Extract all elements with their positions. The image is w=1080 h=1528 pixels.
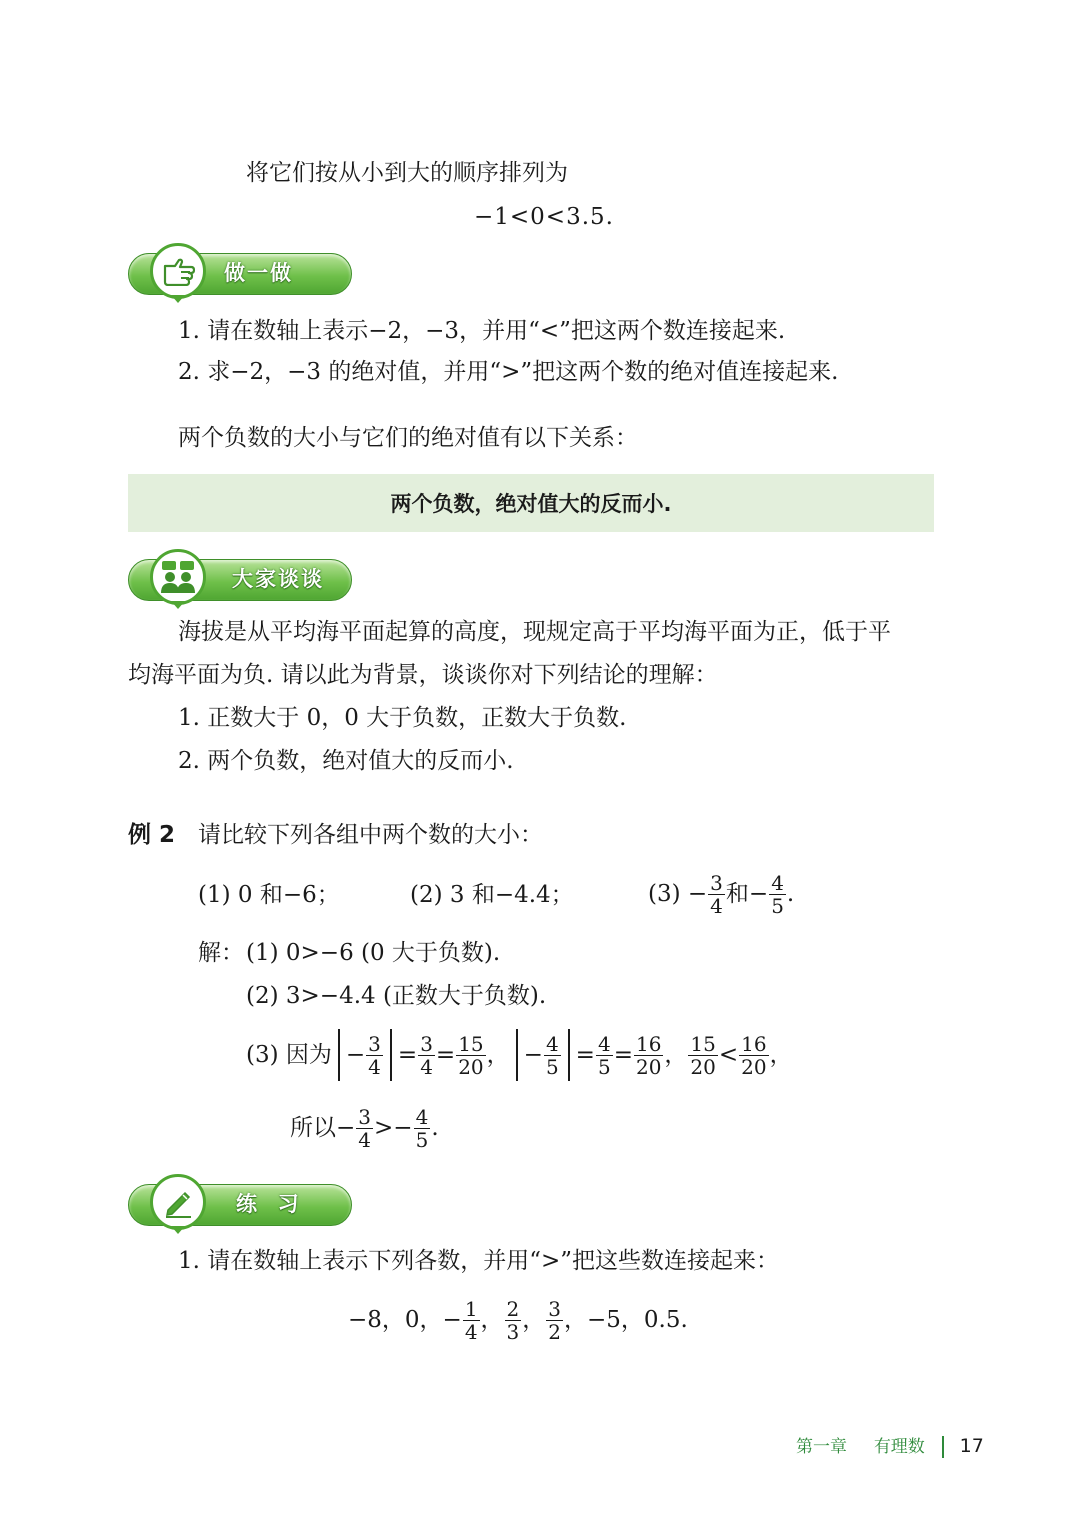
q3-and: 和−: [725, 881, 769, 907]
discuss-item-2: 2. 两个负数，绝对值大的反而小.: [178, 748, 514, 774]
equals-sign: =: [575, 1042, 595, 1068]
solution-3: [246, 1026, 793, 1084]
chapter-name: 有理数: [873, 1437, 925, 1457]
fraction: $\frac{4}{5}$: [771, 870, 784, 918]
abs-bar-right: [390, 1029, 392, 1081]
order-sentence: 将它们按从小到大的顺序排列为: [246, 160, 568, 186]
page-number: 17: [959, 1435, 984, 1457]
equals-sign: =: [613, 1042, 633, 1068]
comma: ，: [486, 1042, 510, 1068]
discuss-item-1: 1. 正数大于 0，0 大于负数，正数大于负数.: [178, 705, 627, 731]
abs-bar-left: [338, 1029, 340, 1081]
fraction: $\frac{4}{5}$: [545, 1031, 559, 1079]
chapter-number: 第一章: [796, 1437, 847, 1457]
hand-icon: [150, 243, 206, 299]
exercise-item-1: 1. 请在数轴上表示下列各数，并用“>”把这些数连接起来：: [178, 1248, 780, 1274]
fraction: $\frac{1}{4}$: [464, 1296, 478, 1344]
q3-period: .: [786, 881, 795, 907]
exercise-title: 练 习: [236, 1192, 301, 1216]
comma: ，: [769, 1042, 793, 1068]
fraction: $\frac{4}{5}$: [415, 1104, 429, 1152]
comma: ，: [664, 1042, 688, 1068]
discuss-title: 大家谈谈: [232, 567, 324, 591]
so-prefix: 所以−: [290, 1115, 356, 1141]
people-talk-icon: [150, 549, 206, 605]
fraction: $\frac{3}{2}$: [548, 1296, 562, 1344]
example-question-1: (1) 0 和−6；: [198, 882, 340, 908]
list-end: ，−5，0.5.: [564, 1307, 688, 1333]
fraction: $\frac{3}{4}$: [420, 1031, 433, 1079]
period: .: [431, 1115, 439, 1141]
fraction: $\frac{2}{3}$: [506, 1296, 520, 1344]
relation-sentence: 两个负数的大小与它们的绝对值有以下关系：: [178, 425, 638, 451]
rule-text: 两个负数，绝对值大的反而小.: [390, 492, 672, 516]
footer-divider: [942, 1436, 944, 1458]
equals-sign: =: [435, 1042, 456, 1068]
minus-sign: −: [523, 1042, 543, 1068]
solution-1: (1) 0>−6 (0 大于负数).: [246, 940, 501, 966]
fraction: $\frac{3}{4}$: [368, 1031, 381, 1079]
fraction: $\frac{15}{20}$: [690, 1031, 716, 1079]
q3-prefix: (3) −: [648, 881, 708, 907]
discuss-paragraph-line-2: 均海平面为负. 请以此为背景，谈谈你对下列结论的理解：: [128, 662, 718, 688]
zuoyizuo-item-2: 2. 求−2，−3 的绝对值，并用“>”把这两个数的绝对值连接起来.: [178, 359, 839, 385]
rule-box: [128, 474, 934, 532]
solution-conclusion: [290, 1100, 439, 1156]
example-prompt: 请比较下列各组中两个数的大小：: [198, 822, 543, 848]
fraction: $\frac{16}{20}$: [741, 1031, 767, 1079]
solution-2: (2) 3>−4.4 (正数大于负数).: [246, 983, 547, 1009]
minus-sign: −: [345, 1042, 366, 1068]
greater-than-sign: >: [374, 1115, 394, 1141]
comma: ，: [522, 1307, 546, 1333]
fraction: $\frac{15}{20}$: [458, 1031, 484, 1079]
minus-sign: −: [393, 1115, 413, 1141]
zuoyizuo-item-1: 1. 请在数轴上表示−2，−3，并用“<”把这两个数连接起来.: [178, 318, 786, 344]
list-start: −8，0，−: [348, 1307, 462, 1333]
sol3-prefix: (3) 因为: [246, 1042, 332, 1068]
abs-bar-right: [568, 1029, 570, 1081]
example-label: 例 2: [128, 822, 176, 848]
fraction: $\frac{3}{4}$: [710, 870, 723, 918]
fraction: $\frac{16}{20}$: [635, 1031, 662, 1079]
example-question-2: (2) 3 和−4.4；: [410, 882, 574, 908]
fraction: $\frac{4}{5}$: [597, 1031, 611, 1079]
pencil-icon: [150, 1174, 206, 1230]
zuoyizuo-banner: [128, 251, 352, 297]
solution-label: 解：: [198, 940, 244, 966]
discuss-banner: [128, 557, 352, 603]
zuoyizuo-title: 做一做: [224, 261, 293, 285]
exercise-number-list: [348, 1292, 688, 1348]
less-than-sign: <: [718, 1042, 739, 1068]
order-expression: −1<0<3.5.: [474, 204, 614, 230]
discuss-paragraph-line-1: 海拔是从平均海平面起算的高度，现规定高于平均海平面为正，低于平: [178, 619, 891, 645]
page-footer: [796, 1432, 984, 1460]
comma: ，: [480, 1307, 504, 1333]
equals-sign: =: [397, 1042, 418, 1068]
fraction: $\frac{3}{4}$: [358, 1104, 372, 1152]
abs-bar-left: [516, 1029, 518, 1081]
example-question-3: [648, 866, 794, 922]
exercise-banner: [128, 1182, 352, 1228]
